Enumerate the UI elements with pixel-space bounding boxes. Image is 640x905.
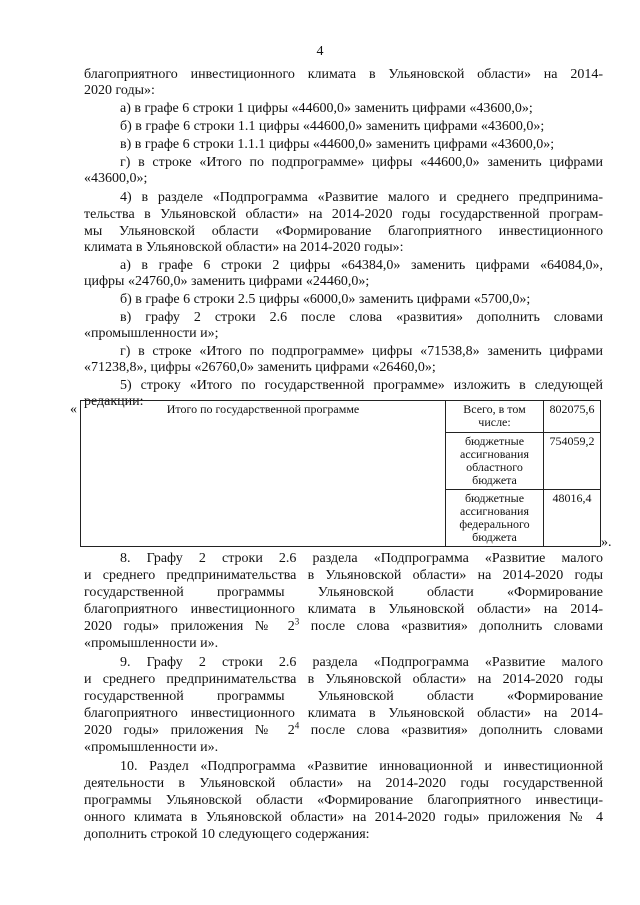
table-title-cell: Итого по государственной программе [81,401,446,547]
close-quote: ». [601,535,612,550]
text-line: и среднего предпринимательства в Ульяновской области» на 2014-2020 годы [84,672,603,687]
text-line: благоприятного инвестиционного климата в Ульяновской области» на 2014- [84,67,603,82]
table-row [81,401,601,433]
table-label-cell: бюджетные ассигнования федерального бюджета [446,490,544,547]
text-line: а) в графе 6 строки 2 цифры «64384,0» заменить цифрами «64084,0», [120,258,603,273]
text-line: дополнить строкой 10 следующего содержания: [84,827,370,842]
text-line: в) графу 2 строки 2.6 после слова «развития» дополнить словами [120,310,603,325]
text-line: «промышленности и»; [84,326,219,341]
text-line: г) в строке «Итого по подпрограмме» цифры «71538,8» заменить цифрами [120,344,603,359]
text-line: тельства в Ульяновской области» на 2014-2020 годы государственной програм- [84,207,603,222]
text-line: 5) строку «Итого по государственной программе» изложить в следующей [120,378,603,393]
text-line [84,616,603,635]
text-line: благоприятного инвестиционного климата в Ульяновской области» на 2014- [84,706,603,721]
text-fragment: после слова «развития» дополнить словами [299,723,603,738]
text-line: климата в Ульяновской области» на 2014-2020 годы»: [84,240,404,255]
text-line [84,720,603,739]
table-value-cell: 754059,2 [544,433,601,490]
text-line: государственной программы Ульяновской области «Формирование [84,689,603,704]
text-line: деятельности в Ульяновской области» на 2014-2020 годы государственной [84,776,603,791]
table-value-cell: 48016,4 [544,490,601,547]
text-line: «промышленности и». [84,740,219,755]
text-line: «43600,0»; [84,171,148,186]
text-fragment: 2020 годы» приложения № 2 [84,619,295,634]
text-line: «71238,8», цифры «26760,0» заменить цифрами «26460,0»; [84,360,436,375]
text-line: б) в графе 6 строки 1.1 цифры «44600,0» заменить цифрами «43600,0»; [120,119,545,134]
table-label-cell: Всего, в том числе: [446,401,544,433]
text-line: и среднего предпринимательства в Ульяновской области» на 2014-2020 годы [84,568,603,583]
text-line: благоприятного инвестиционного климата в Ульяновской области» на 2014- [84,602,603,617]
text-line: программы Ульяновской области «Формирование благоприятного инвестици- [84,793,603,808]
superscript: 4 [294,720,300,731]
text-line: 2020 годы»: [84,83,155,98]
open-quote: « [70,402,77,417]
text-line: онного климата в Ульяновской области» на 2014-2020 годы» приложения № 4 [84,810,603,825]
text-line: цифры «24760,0» заменить цифрами «24460,0»; [84,274,370,289]
program-total-table [80,400,601,547]
text-line: редакции: [84,394,144,409]
text-line: государственной программы Ульяновской области «Формирование [84,585,603,600]
text-fragment: после слова «развития» дополнить словами [299,619,603,634]
text-line: 9. Графу 2 строки 2.6 раздела «Подпрограмма «Развитие малого [120,655,603,670]
table-label-cell: бюджетные ассигнования областного бюджета [446,433,544,490]
text-line: а) в графе 6 строки 1 цифры «44600,0» заменить цифрами «43600,0»; [120,101,533,116]
text-line: 10. Раздел «Подпрограмма «Развитие инновационной и инвестиционной [120,759,603,774]
superscript: 3 [294,616,300,627]
text-line: в) в графе 6 строки 1.1.1 цифры «44600,0» заменить цифрами «43600,0»; [120,137,555,152]
page-number: 4 [316,44,324,59]
text-line: 8. Графу 2 строки 2.6 раздела «Подпрограмма «Развитие малого [120,551,603,566]
text-line: «промышленности и». [84,636,219,651]
text-fragment: 2020 годы» приложения № 2 [84,723,295,738]
text-line: б) в графе 6 строки 2.5 цифры «6000,0» заменить цифрами «5700,0»; [120,292,531,307]
text-line: г) в строке «Итого по подпрограмме» цифры «44600,0» заменить цифрами [120,155,603,170]
text-line: мы Ульяновской области «Формирование благоприятного инвестиционного [84,224,603,239]
table-value-cell: 802075,6 [544,401,601,433]
text-line: 4) в разделе «Подпрограмма «Развитие малого и среднего предпринима- [120,190,603,205]
